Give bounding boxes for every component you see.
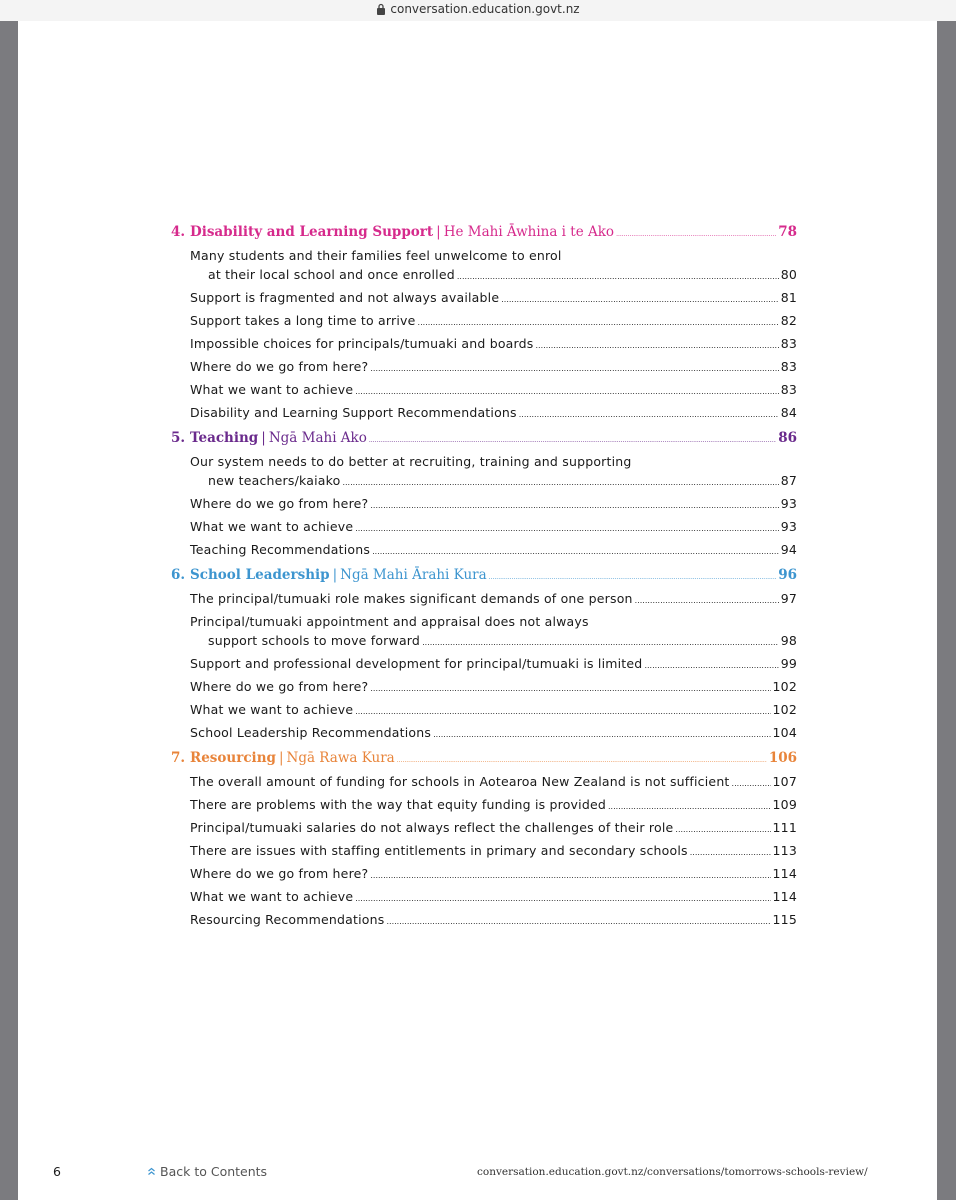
toc-entry-text-line1: Many students and their families feel unwelcome to enrol (190, 248, 562, 263)
toc-entry[interactable] (171, 405, 797, 420)
toc-entry[interactable] (171, 912, 797, 927)
toc-entry[interactable] (171, 248, 797, 263)
toc-entry-text: Teaching Recommendations (190, 542, 371, 557)
leader-dots (355, 382, 778, 397)
toc-entry-text: Where do we go from here? (190, 359, 369, 374)
back-to-contents-link[interactable] (147, 1164, 267, 1179)
leader-dots (397, 750, 767, 766)
browser-url-bar[interactable] (0, 0, 956, 21)
section-separator: | (436, 224, 441, 240)
section-number: 4. (171, 224, 186, 240)
toc-entry-page: 114 (772, 889, 797, 904)
toc-entry[interactable] (171, 774, 797, 789)
leader-dots (690, 843, 771, 858)
toc-entry-page: 83 (780, 336, 797, 351)
section-title: Disability and Learning Support (190, 224, 434, 240)
leader-dots (355, 889, 770, 904)
toc-entry-page: 107 (772, 774, 797, 789)
leader-dots (370, 679, 770, 694)
section-number: 6. (171, 567, 186, 583)
section-title: Teaching (190, 430, 259, 446)
toc-entry[interactable] (171, 591, 797, 606)
toc-entry-page: 99 (780, 656, 797, 671)
toc-entry-text: Where do we go from here? (190, 679, 369, 694)
toc-entry-text: Disability and Learning Support Recommendations (190, 405, 517, 420)
toc-entry-page: 81 (780, 290, 797, 305)
toc-entry[interactable] (171, 290, 797, 305)
section-separator: | (261, 430, 266, 446)
toc-entry-text: There are issues with staffing entitlements in primary and secondary schools (190, 843, 688, 858)
section-maori-title: Ngā Mahi Ako (268, 430, 367, 446)
leader-dots (635, 591, 779, 606)
document-page (18, 21, 937, 1200)
section-number: 7. (171, 750, 186, 766)
toc-entry[interactable] (171, 359, 797, 374)
toc-entry-page: 83 (780, 359, 797, 374)
toc-entry-text: The principal/tumuaki role makes significant demands of one person (190, 591, 633, 606)
lock-icon (376, 3, 386, 15)
leader-dots (387, 912, 771, 927)
leader-dots (608, 797, 771, 812)
toc-entry[interactable] (171, 454, 797, 469)
toc-entry-page: 109 (772, 797, 797, 812)
toc-entry-page: 93 (780, 496, 797, 511)
toc-entry-text: Resourcing Recommendations (190, 912, 385, 927)
toc-entry-text-line2: at their local school and once enrolled (208, 267, 455, 282)
toc-entry-page: 114 (772, 866, 797, 881)
toc-entry-page: 94 (780, 542, 797, 557)
leader-dots (433, 725, 770, 740)
toc-entry-page: 84 (780, 405, 797, 420)
toc-entry-page: 115 (772, 912, 797, 927)
toc-entry[interactable] (171, 843, 797, 858)
toc-entry-text: What we want to achieve (190, 889, 354, 904)
toc-entry[interactable] (171, 614, 797, 629)
section-page-number: 78 (778, 224, 797, 240)
section-page-number: 106 (768, 750, 797, 766)
toc-entry-page: 87 (780, 473, 797, 488)
section-title: School Leadership (190, 567, 330, 583)
leader-dots (644, 656, 778, 671)
leader-dots (355, 702, 770, 717)
double-chevron-up-icon (147, 1167, 156, 1176)
toc-entry[interactable] (171, 542, 797, 557)
toc-entry-text-line1: Our system needs to do better at recruiting, training and supporting (190, 454, 632, 469)
toc-entry-page: 83 (780, 382, 797, 397)
leader-dots (732, 774, 771, 789)
leader-dots (370, 496, 778, 511)
leader-dots (372, 542, 779, 557)
toc-section-heading[interactable] (171, 567, 797, 583)
toc-section-heading[interactable] (171, 750, 797, 766)
section-page-number: 96 (778, 567, 797, 583)
section-number: 5. (171, 430, 186, 446)
leader-dots (369, 430, 776, 446)
leader-dots (489, 567, 777, 583)
toc-entry[interactable] (171, 797, 797, 812)
page-number: 6 (53, 1164, 61, 1179)
toc-entry[interactable] (171, 519, 797, 534)
toc-entry-page: 113 (772, 843, 797, 858)
section-separator: | (278, 750, 284, 766)
toc-entry[interactable] (171, 656, 797, 671)
toc-entry-text-line2: new teachers/kaiako (208, 473, 341, 488)
toc-entry-continued[interactable] (171, 633, 797, 648)
leader-dots (418, 313, 779, 328)
toc-entry[interactable] (171, 702, 797, 717)
toc-entry[interactable] (171, 866, 797, 881)
toc-entry[interactable] (171, 382, 797, 397)
toc-entry-text: What we want to achieve (190, 702, 354, 717)
toc-entry-text: Support is fragmented and not always available (190, 290, 500, 305)
leader-dots (616, 224, 776, 240)
toc-entry-text: What we want to achieve (190, 519, 354, 534)
toc-section-heading[interactable] (171, 430, 797, 446)
section-maori-title: He Mahi Āwhina i te Ako (443, 224, 615, 240)
toc-entry-text: Impossible choices for principals/tumuaki and boards (190, 336, 534, 351)
toc-entry-page: 97 (780, 591, 797, 606)
toc-entry[interactable] (171, 496, 797, 511)
toc-entry-continued[interactable] (171, 267, 797, 282)
section-maori-title: Ngā Mahi Ārahi Kura (340, 567, 487, 583)
url-text: conversation.education.govt.nz (390, 2, 580, 16)
leader-dots (370, 866, 770, 881)
toc-entry-page: 82 (780, 313, 797, 328)
toc-entry[interactable] (171, 313, 797, 328)
leader-dots (422, 633, 779, 648)
toc-entry-text: What we want to achieve (190, 382, 354, 397)
toc-entry-text: There are problems with the way that equity funding is provided (190, 797, 606, 812)
leader-dots (457, 267, 779, 282)
toc-entry-text-line2: support schools to move forward (208, 633, 421, 648)
toc-entry[interactable] (171, 336, 797, 351)
toc-entry-text: School Leadership Recommendations (190, 725, 432, 740)
leader-dots (519, 405, 779, 420)
toc-entry[interactable] (171, 679, 797, 694)
toc-entry-text-line1: Principal/tumuaki appointment and appraisal does not always (190, 614, 589, 629)
section-separator: | (332, 567, 338, 583)
leader-dots (536, 336, 779, 351)
toc-entry-page: 104 (772, 725, 797, 740)
toc-entry-page: 98 (780, 633, 797, 648)
toc-entry-continued[interactable] (171, 473, 797, 488)
viewer-margin-left (0, 21, 18, 1200)
section-maori-title: Ngā Rawa Kura (286, 750, 395, 766)
toc-entry-text: Where do we go from here? (190, 866, 369, 881)
leader-dots (501, 290, 778, 305)
toc-entry-text: Support and professional development for principal/tumuaki is limited (190, 656, 643, 671)
toc-entry-page: 80 (780, 267, 797, 282)
toc-entry[interactable] (171, 889, 797, 904)
toc-section-heading[interactable] (171, 224, 797, 240)
leader-dots (675, 820, 770, 835)
footer-url[interactable]: conversation.education.govt.nz/conversations/tomorrows-schools-review/ (477, 1166, 868, 1178)
toc-entry-page: 93 (780, 519, 797, 534)
toc-entry[interactable] (171, 725, 797, 740)
toc-entry-page: 102 (772, 702, 797, 717)
toc-entry-text: Where do we go from here? (190, 496, 369, 511)
toc-entry-text: Support takes a long time to arrive (190, 313, 416, 328)
back-to-contents-label: Back to Contents (160, 1164, 268, 1179)
leader-dots (342, 473, 778, 488)
toc-entry[interactable] (171, 820, 797, 835)
toc-entry-page: 111 (772, 820, 797, 835)
toc-entry-text: Principal/tumuaki salaries do not always reflect the challenges of their role (190, 820, 674, 835)
viewer-margin-right (937, 21, 956, 1200)
leader-dots (370, 359, 778, 374)
toc-entry-text: The overall amount of funding for schools in Aotearoa New Zealand is not sufficient (190, 774, 730, 789)
section-title: Resourcing (190, 750, 276, 766)
section-page-number: 86 (778, 430, 797, 446)
leader-dots (355, 519, 778, 534)
toc-entry-page: 102 (772, 679, 797, 694)
